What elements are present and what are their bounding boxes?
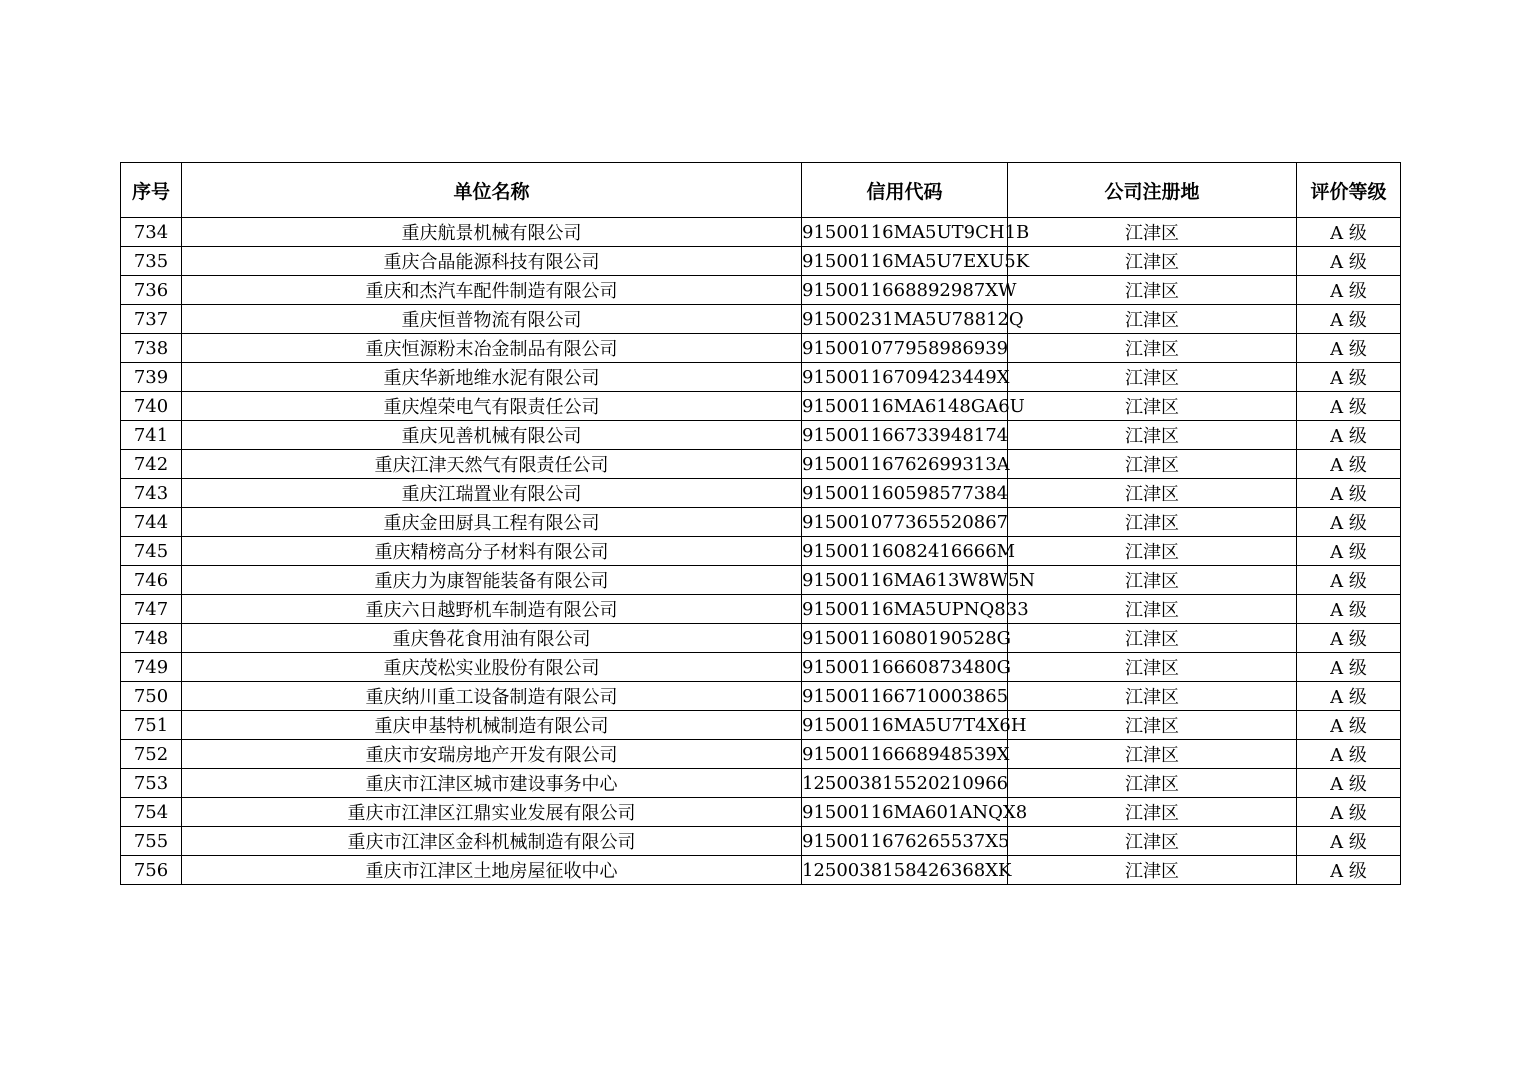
cell-unit-name: 重庆纳川重工设备制造有限公司 [182,682,802,711]
cell-registered-location: 江津区 [1008,740,1297,769]
cell-rating-grade: A 级 [1297,856,1401,885]
cell-credit-code: 91500116082416666M [802,537,1008,566]
cell-credit-code: 91500116MA5U7EXU5K [802,247,1008,276]
cell-rating-grade: A 级 [1297,624,1401,653]
cell-registered-location: 江津区 [1008,624,1297,653]
cell-serial-number: 736 [121,276,182,305]
table-row [121,624,1401,653]
table-row [121,450,1401,479]
cell-serial-number: 743 [121,479,182,508]
header-unit-name: 单位名称 [182,163,802,218]
cell-unit-name: 重庆市江津区城市建设事务中心 [182,769,802,798]
cell-serial-number: 745 [121,537,182,566]
cell-unit-name: 重庆申基特机械制造有限公司 [182,711,802,740]
cell-rating-grade: A 级 [1297,247,1401,276]
cell-serial-number: 749 [121,653,182,682]
cell-serial-number: 735 [121,247,182,276]
cell-unit-name: 重庆市安瑞房地产开发有限公司 [182,740,802,769]
table-row [121,856,1401,885]
cell-rating-grade: A 级 [1297,479,1401,508]
cell-credit-code: 915001166733948174 [802,421,1008,450]
cell-serial-number: 737 [121,305,182,334]
cell-credit-code: 915001077958986939 [802,334,1008,363]
cell-unit-name: 重庆见善机械有限公司 [182,421,802,450]
cell-registered-location: 江津区 [1008,769,1297,798]
cell-unit-name: 重庆精榜高分子材料有限公司 [182,537,802,566]
table-row [121,392,1401,421]
cell-unit-name: 重庆六日越野机车制造有限公司 [182,595,802,624]
cell-registered-location: 江津区 [1008,247,1297,276]
cell-credit-code: 9150011676265537X5 [802,827,1008,856]
table-row [121,653,1401,682]
cell-registered-location: 江津区 [1008,305,1297,334]
cell-rating-grade: A 级 [1297,450,1401,479]
cell-unit-name: 重庆金田厨具工程有限公司 [182,508,802,537]
table-row [121,479,1401,508]
table-row [121,740,1401,769]
cell-registered-location: 江津区 [1008,508,1297,537]
cell-unit-name: 重庆合晶能源科技有限公司 [182,247,802,276]
cell-rating-grade: A 级 [1297,537,1401,566]
cell-unit-name: 重庆市江津区土地房屋征收中心 [182,856,802,885]
cell-serial-number: 738 [121,334,182,363]
cell-unit-name: 重庆鲁花食用油有限公司 [182,624,802,653]
cell-credit-code: 91500116668948539X [802,740,1008,769]
cell-unit-name: 重庆煌荣电气有限责任公司 [182,392,802,421]
cell-credit-code: 91500116MA5UPNQ833 [802,595,1008,624]
cell-registered-location: 江津区 [1008,682,1297,711]
cell-serial-number: 755 [121,827,182,856]
cell-serial-number: 734 [121,218,182,247]
table-row [121,508,1401,537]
cell-credit-code: 915001166710003865 [802,682,1008,711]
cell-serial-number: 746 [121,566,182,595]
cell-credit-code: 91500116080190528G [802,624,1008,653]
cell-rating-grade: A 级 [1297,653,1401,682]
cell-registered-location: 江津区 [1008,479,1297,508]
table-row [121,595,1401,624]
cell-rating-grade: A 级 [1297,827,1401,856]
cell-registered-location: 江津区 [1008,827,1297,856]
cell-unit-name: 重庆市江津区江鼎实业发展有限公司 [182,798,802,827]
cell-unit-name: 重庆恒普物流有限公司 [182,305,802,334]
cell-rating-grade: A 级 [1297,769,1401,798]
cell-registered-location: 江津区 [1008,450,1297,479]
cell-registered-location: 江津区 [1008,537,1297,566]
cell-registered-location: 江津区 [1008,363,1297,392]
cell-serial-number: 753 [121,769,182,798]
cell-unit-name: 重庆力为康智能装备有限公司 [182,566,802,595]
cell-registered-location: 江津区 [1008,653,1297,682]
cell-rating-grade: A 级 [1297,740,1401,769]
cell-registered-location: 江津区 [1008,421,1297,450]
cell-credit-code: 91500116MA5UT9CH1B [802,218,1008,247]
cell-unit-name: 重庆航景机械有限公司 [182,218,802,247]
cell-serial-number: 750 [121,682,182,711]
cell-rating-grade: A 级 [1297,305,1401,334]
cell-unit-name: 重庆恒源粉末冶金制品有限公司 [182,334,802,363]
cell-serial-number: 748 [121,624,182,653]
credit-rating-table [120,162,1401,885]
cell-rating-grade: A 级 [1297,392,1401,421]
table-row [121,798,1401,827]
cell-credit-code: 1250038158426368XK [802,856,1008,885]
cell-serial-number: 739 [121,363,182,392]
cell-unit-name: 重庆江津天然气有限责任公司 [182,450,802,479]
cell-rating-grade: A 级 [1297,798,1401,827]
cell-serial-number: 751 [121,711,182,740]
header-serial-number: 序号 [121,163,182,218]
cell-credit-code: 9150011668892987XW [802,276,1008,305]
cell-credit-code: 91500116660873480G [802,653,1008,682]
table-row [121,363,1401,392]
cell-registered-location: 江津区 [1008,276,1297,305]
cell-serial-number: 741 [121,421,182,450]
cell-rating-grade: A 级 [1297,218,1401,247]
cell-credit-code: 91500231MA5U78812Q [802,305,1008,334]
table-body [121,218,1401,885]
cell-serial-number: 744 [121,508,182,537]
cell-serial-number: 754 [121,798,182,827]
cell-registered-location: 江津区 [1008,798,1297,827]
cell-credit-code: 91500116MA613W8W5N [802,566,1008,595]
cell-registered-location: 江津区 [1008,218,1297,247]
cell-serial-number: 752 [121,740,182,769]
table-header [121,163,1401,218]
cell-serial-number: 740 [121,392,182,421]
cell-credit-code: 91500116MA6148GA6U [802,392,1008,421]
cell-credit-code: 915001160598577384 [802,479,1008,508]
table-row [121,218,1401,247]
cell-registered-location: 江津区 [1008,856,1297,885]
cell-serial-number: 742 [121,450,182,479]
cell-credit-code: 91500116MA5U7T4X6H [802,711,1008,740]
table-row [121,305,1401,334]
cell-credit-code: 91500116MA601ANQX8 [802,798,1008,827]
cell-credit-code: 125003815520210966 [802,769,1008,798]
table-row [121,334,1401,363]
table-row [121,827,1401,856]
table-row [121,769,1401,798]
cell-rating-grade: A 级 [1297,508,1401,537]
cell-unit-name: 重庆华新地维水泥有限公司 [182,363,802,392]
cell-rating-grade: A 级 [1297,421,1401,450]
cell-rating-grade: A 级 [1297,276,1401,305]
cell-registered-location: 江津区 [1008,334,1297,363]
table-row [121,711,1401,740]
table-row [121,276,1401,305]
table-row [121,537,1401,566]
header-row [121,163,1401,218]
table-row [121,247,1401,276]
table-row [121,566,1401,595]
table-row [121,682,1401,711]
cell-serial-number: 756 [121,856,182,885]
cell-registered-location: 江津区 [1008,595,1297,624]
cell-rating-grade: A 级 [1297,334,1401,363]
cell-unit-name: 重庆和杰汽车配件制造有限公司 [182,276,802,305]
cell-credit-code: 91500116762699313A [802,450,1008,479]
header-credit-code: 信用代码 [802,163,1008,218]
cell-unit-name: 重庆茂松实业股份有限公司 [182,653,802,682]
header-rating-grade: 评价等级 [1297,163,1401,218]
table-row [121,421,1401,450]
cell-registered-location: 江津区 [1008,711,1297,740]
cell-rating-grade: A 级 [1297,682,1401,711]
cell-registered-location: 江津区 [1008,566,1297,595]
cell-rating-grade: A 级 [1297,363,1401,392]
cell-unit-name: 重庆江瑞置业有限公司 [182,479,802,508]
header-registered-location: 公司注册地 [1008,163,1297,218]
cell-rating-grade: A 级 [1297,595,1401,624]
cell-credit-code: 91500116709423449X [802,363,1008,392]
cell-rating-grade: A 级 [1297,711,1401,740]
cell-rating-grade: A 级 [1297,566,1401,595]
cell-credit-code: 915001077365520867 [802,508,1008,537]
cell-serial-number: 747 [121,595,182,624]
cell-unit-name: 重庆市江津区金科机械制造有限公司 [182,827,802,856]
cell-registered-location: 江津区 [1008,392,1297,421]
